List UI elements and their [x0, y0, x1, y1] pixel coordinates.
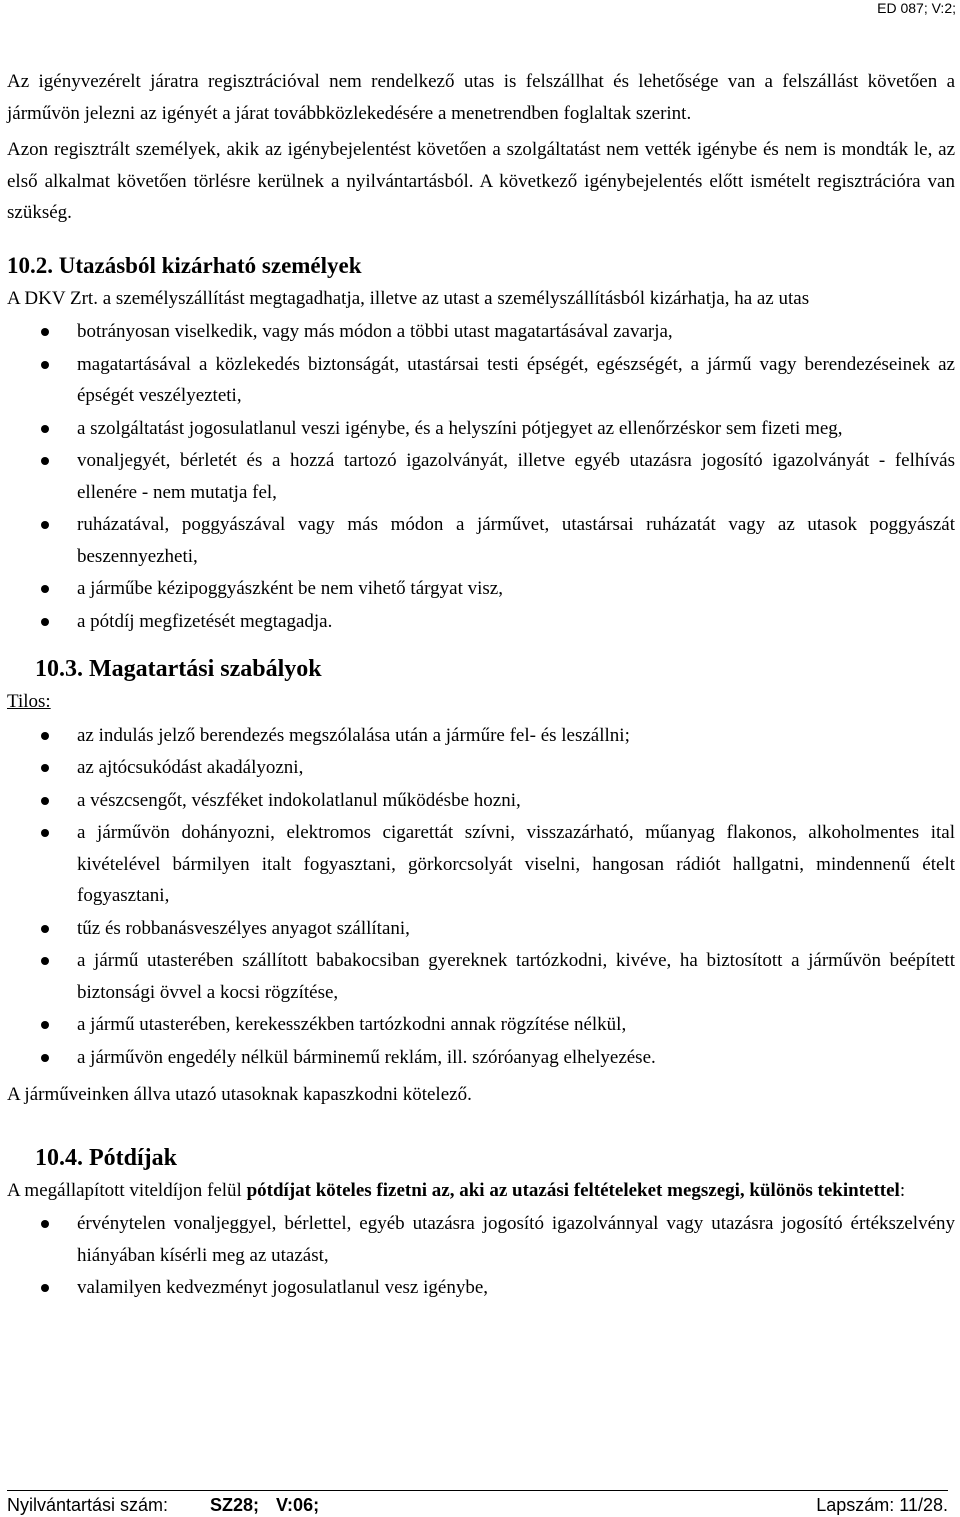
- list-item: botrányosan viselkedik, vagy más módon a többi utast magatartásával zavarja,: [7, 316, 955, 348]
- prohibited-list: [7, 720, 955, 1074]
- section-heading-10-2: 10.2. Utazásból kizárható személyek: [7, 252, 362, 278]
- list-item: a jármű utasterében, kerekesszékben tartózkodni annak rögzítése nélkül,: [7, 1009, 955, 1041]
- list-item: a szolgáltatást jogosulatlanul veszi igénybe, és a helyszíni pótjegyet az ellenőrzéskor sem fizeti meg,: [7, 413, 955, 445]
- tilos-label: Tilos:: [7, 691, 51, 712]
- lead-end-text: :: [899, 1179, 906, 1201]
- list-item: valamilyen kedvezményt jogosulatlanul vesz igénybe,: [7, 1272, 955, 1304]
- registration-number-label: Nyilvántartási szám:: [7, 1495, 169, 1515]
- list-item: érvénytelen vonaljeggyel, bérlettel, egyéb utazásra jogosító igazolvánnyal vagy utazásra jogosító értékszelvény hiányában kísérli meg az utazást,: [7, 1208, 955, 1271]
- section-10-4-lead: [7, 1175, 955, 1207]
- lead-bold-text: pótdíjat köteles fizetni az, aki az utazási feltételeket megszegi, különös tekintettel: [246, 1179, 900, 1201]
- list-item: az ajtócsukódást akadályozni,: [7, 752, 955, 784]
- page-footer: [7, 1490, 948, 1517]
- exclusion-list: [7, 316, 955, 637]
- list-item: az indulás jelző berendezés megszólalása után a járműre fel- és leszállni;: [7, 720, 955, 752]
- page-content: [7, 66, 955, 1305]
- version-code: V:06;: [276, 1495, 320, 1515]
- sz-code: SZ28;: [210, 1495, 260, 1515]
- intro-paragraph-2: Azon regisztrált személyek, akik az igénybejelentést követően a szolgáltatást nem vették igénybe és nem is mondták le, az első alkalmat követően törlésre kerülnek a nyilvántartásból. A következő igénybejelentés előtt ismételt regisztrációra van szükség.: [7, 139, 955, 223]
- list-item: a járművön engedély nélkül bárminemű reklám, ill. szóróanyag elhelyezése.: [7, 1042, 955, 1074]
- section-heading-10-3: 10.3. Magatartási szabályok: [35, 656, 322, 682]
- lead-plain-text: A megállapított viteldíjon felül: [7, 1179, 247, 1201]
- intro-paragraph-1: Az igényvezérelt járatra regisztrációval nem rendelkező utas is felszállhat és lehetősége van a felszállást követően a járművön jelezni az igényét a járat továbbközlekedésére a menetrendben foglaltak szerint.: [7, 71, 955, 124]
- section-heading-10-4: 10.4. Pótdíjak: [35, 1144, 178, 1171]
- document-code: ED 087; V:2;: [877, 0, 956, 16]
- section-10-2-lead: A DKV Zrt. a személyszállítást megtagadhatja, illetve az utast a személyszállításból kizárhatja, ha az utas: [7, 287, 810, 309]
- list-item: a vészcsengőt, vészféket indokolatlanul működésbe hozni,: [7, 785, 955, 817]
- registration-codes: [210, 1493, 319, 1517]
- page-number: Lapszám: 11/28.: [816, 1495, 948, 1515]
- holding-rule: A járműveinken állva utazó utasoknak kapaszkodni kötelező.: [7, 1084, 472, 1105]
- list-item: tűz és robbanásveszélyes anyagot szállítani,: [7, 913, 955, 945]
- list-item: a jármű utasterében szállított babakocsiban gyereknek tartózkodni, kivéve, ha biztosított a járművön beépített biztonsági övvel a kocsi rögzítése,: [7, 945, 955, 1008]
- list-item: magatartásával a közlekedés biztonságát, utastársai testi épségét, egészségét, a jármű vagy berendezéseinek az épségét veszélyezteti,: [7, 349, 955, 412]
- list-item: a járműbe kézipoggyászként be nem vihető tárgyat visz,: [7, 573, 955, 605]
- list-item: a járművön dohányozni, elektromos cigarettát szívni, visszazárható, műanyag flakonos, alkoholmentes ital kivételével bármilyen italt fogyasztani, görkorcsolyát viselni, hangosan rádiót hallgatni, mindennenű ételt fogyasztani,: [7, 817, 955, 912]
- list-item: vonaljegyét, bérletét és a hozzá tartozó igazolványát, illetve egyéb utazásra jogosító igazolványát - felhívás ellenére - nem mutatja fel,: [7, 445, 955, 508]
- surcharge-list: [7, 1208, 955, 1304]
- list-item: ruházatával, poggyászával vagy más módon a járművet, utastársai ruházatát vagy az utasok poggyászát beszennyezheti,: [7, 509, 955, 572]
- list-item: a pótdíj megfizetését megtagadja.: [7, 606, 955, 638]
